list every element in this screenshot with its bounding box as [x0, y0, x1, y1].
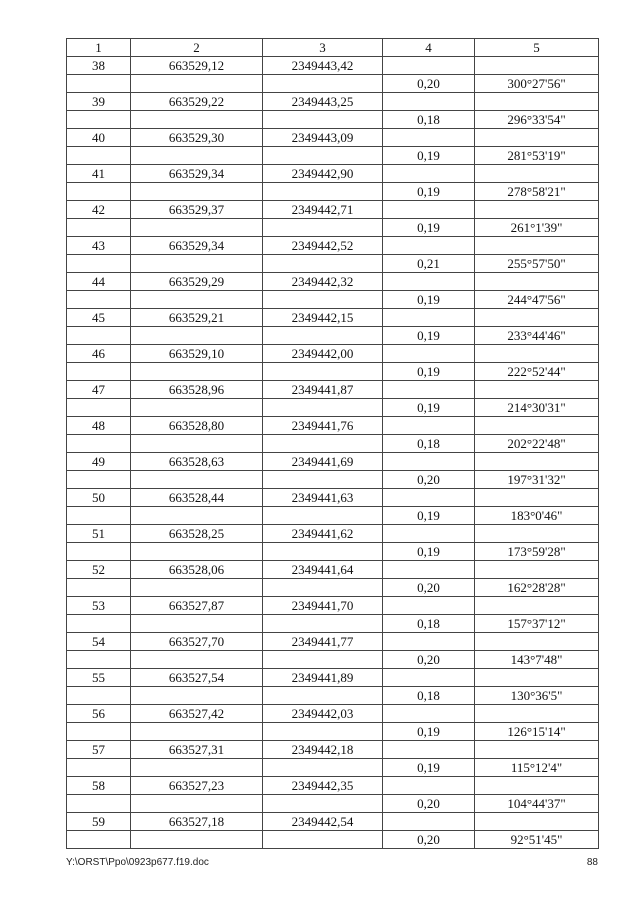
empty-cell	[263, 759, 383, 777]
table-row	[67, 399, 599, 417]
empty-cell	[263, 471, 383, 489]
table-row	[67, 543, 599, 561]
x-coordinate-cell: 663527,23	[131, 777, 263, 795]
empty-cell	[475, 237, 599, 255]
empty-cell	[383, 129, 475, 147]
empty-cell	[475, 813, 599, 831]
empty-cell	[475, 525, 599, 543]
empty-cell	[131, 759, 263, 777]
empty-cell	[383, 813, 475, 831]
table-row	[67, 687, 599, 705]
table-row	[67, 453, 599, 471]
direction-angle-cell: 278°58'21"	[475, 183, 599, 201]
empty-cell	[67, 111, 131, 129]
y-coordinate-cell: 2349441,70	[263, 597, 383, 615]
distance-cell: 0,18	[383, 435, 475, 453]
empty-cell	[475, 93, 599, 111]
y-coordinate-cell: 2349441,76	[263, 417, 383, 435]
y-coordinate-cell: 2349441,77	[263, 633, 383, 651]
point-number-cell: 41	[67, 165, 131, 183]
distance-cell: 0,20	[383, 75, 475, 93]
empty-cell	[383, 489, 475, 507]
empty-cell	[131, 147, 263, 165]
empty-cell	[67, 363, 131, 381]
y-coordinate-cell: 2349442,18	[263, 741, 383, 759]
direction-angle-cell: 244°47'56"	[475, 291, 599, 309]
table-row	[67, 273, 599, 291]
point-number-cell: 55	[67, 669, 131, 687]
y-coordinate-cell: 2349443,42	[263, 57, 383, 75]
empty-cell	[263, 147, 383, 165]
empty-cell	[67, 507, 131, 525]
empty-cell	[383, 453, 475, 471]
point-number-cell: 45	[67, 309, 131, 327]
direction-angle-cell: 162°28'28"	[475, 579, 599, 597]
empty-cell	[383, 165, 475, 183]
empty-cell	[263, 75, 383, 93]
table-row	[67, 219, 599, 237]
point-number-cell: 54	[67, 633, 131, 651]
distance-cell: 0,19	[383, 507, 475, 525]
table-row	[67, 111, 599, 129]
empty-cell	[263, 255, 383, 273]
empty-cell	[475, 741, 599, 759]
column-header-1: 1	[67, 39, 131, 57]
empty-cell	[131, 687, 263, 705]
empty-cell	[131, 363, 263, 381]
direction-angle-cell: 157°37'12"	[475, 615, 599, 633]
empty-cell	[67, 471, 131, 489]
direction-angle-cell: 173°59'28"	[475, 543, 599, 561]
y-coordinate-cell: 2349442,00	[263, 345, 383, 363]
x-coordinate-cell: 663528,25	[131, 525, 263, 543]
coordinates-table	[66, 38, 599, 849]
table-row	[67, 57, 599, 75]
distance-cell: 0,19	[383, 363, 475, 381]
empty-cell	[67, 579, 131, 597]
empty-cell	[475, 381, 599, 399]
empty-cell	[67, 399, 131, 417]
y-coordinate-cell: 2349441,62	[263, 525, 383, 543]
empty-cell	[131, 795, 263, 813]
file-path: Y:\ORST\Ppo\0923p677.f19.doc	[66, 857, 209, 868]
point-number-cell: 43	[67, 237, 131, 255]
empty-cell	[263, 687, 383, 705]
empty-cell	[67, 183, 131, 201]
empty-cell	[131, 327, 263, 345]
empty-cell	[475, 489, 599, 507]
empty-cell	[67, 831, 131, 849]
table-body	[67, 57, 599, 849]
table-row	[67, 363, 599, 381]
empty-cell	[67, 255, 131, 273]
table-row	[67, 237, 599, 255]
point-number-cell: 51	[67, 525, 131, 543]
empty-cell	[383, 525, 475, 543]
empty-cell	[263, 507, 383, 525]
empty-cell	[263, 327, 383, 345]
y-coordinate-cell: 2349442,35	[263, 777, 383, 795]
empty-cell	[263, 111, 383, 129]
table-row	[67, 795, 599, 813]
empty-cell	[475, 345, 599, 363]
empty-cell	[131, 435, 263, 453]
table-row	[67, 615, 599, 633]
direction-angle-cell: 255°57'50"	[475, 255, 599, 273]
empty-cell	[67, 327, 131, 345]
y-coordinate-cell: 2349443,25	[263, 93, 383, 111]
table-row	[67, 255, 599, 273]
table-row	[67, 759, 599, 777]
direction-angle-cell: 296°33'54"	[475, 111, 599, 129]
distance-cell: 0,21	[383, 255, 475, 273]
empty-cell	[263, 183, 383, 201]
direction-angle-cell: 143°7'48"	[475, 651, 599, 669]
point-number-cell: 59	[67, 813, 131, 831]
table-row	[67, 507, 599, 525]
empty-cell	[263, 291, 383, 309]
x-coordinate-cell: 663529,34	[131, 165, 263, 183]
distance-cell: 0,20	[383, 795, 475, 813]
table-row	[67, 777, 599, 795]
x-coordinate-cell: 663527,18	[131, 813, 263, 831]
empty-cell	[475, 705, 599, 723]
distance-cell: 0,19	[383, 543, 475, 561]
distance-cell: 0,19	[383, 147, 475, 165]
distance-cell: 0,20	[383, 831, 475, 849]
empty-cell	[383, 309, 475, 327]
empty-cell	[263, 363, 383, 381]
x-coordinate-cell: 663527,54	[131, 669, 263, 687]
distance-cell: 0,20	[383, 471, 475, 489]
point-number-cell: 48	[67, 417, 131, 435]
direction-angle-cell: 222°52'44"	[475, 363, 599, 381]
empty-cell	[383, 417, 475, 435]
x-coordinate-cell: 663529,21	[131, 309, 263, 327]
table-row	[67, 669, 599, 687]
empty-cell	[131, 75, 263, 93]
empty-cell	[263, 579, 383, 597]
y-coordinate-cell: 2349441,69	[263, 453, 383, 471]
table-row	[67, 813, 599, 831]
table-row	[67, 741, 599, 759]
column-header-3: 3	[263, 39, 383, 57]
empty-cell	[475, 633, 599, 651]
table-row	[67, 291, 599, 309]
table-row	[67, 201, 599, 219]
table-row	[67, 723, 599, 741]
empty-cell	[67, 435, 131, 453]
table-row	[67, 75, 599, 93]
table-row	[67, 489, 599, 507]
column-header-4: 4	[383, 39, 475, 57]
empty-cell	[383, 777, 475, 795]
empty-cell	[475, 165, 599, 183]
empty-cell	[263, 543, 383, 561]
empty-cell	[131, 399, 263, 417]
empty-cell	[131, 255, 263, 273]
x-coordinate-cell: 663527,70	[131, 633, 263, 651]
table-row	[67, 345, 599, 363]
table-row	[67, 471, 599, 489]
empty-cell	[67, 759, 131, 777]
x-coordinate-cell: 663527,42	[131, 705, 263, 723]
empty-cell	[67, 723, 131, 741]
distance-cell: 0,19	[383, 723, 475, 741]
empty-cell	[383, 345, 475, 363]
empty-cell	[67, 291, 131, 309]
empty-cell	[475, 309, 599, 327]
empty-cell	[131, 723, 263, 741]
column-header-5: 5	[475, 39, 599, 57]
table-row	[67, 93, 599, 111]
empty-cell	[383, 93, 475, 111]
y-coordinate-cell: 2349442,90	[263, 165, 383, 183]
empty-cell	[131, 111, 263, 129]
empty-cell	[67, 219, 131, 237]
point-number-cell: 44	[67, 273, 131, 291]
empty-cell	[131, 543, 263, 561]
x-coordinate-cell: 663529,30	[131, 129, 263, 147]
direction-angle-cell: 214°30'31"	[475, 399, 599, 417]
distance-cell: 0,18	[383, 111, 475, 129]
point-number-cell: 53	[67, 597, 131, 615]
direction-angle-cell: 202°22'48"	[475, 435, 599, 453]
x-coordinate-cell: 663528,96	[131, 381, 263, 399]
empty-cell	[383, 561, 475, 579]
direction-angle-cell: 115°12'4"	[475, 759, 599, 777]
empty-cell	[263, 723, 383, 741]
table-row	[67, 417, 599, 435]
direction-angle-cell: 197°31'32"	[475, 471, 599, 489]
distance-cell: 0,19	[383, 399, 475, 417]
empty-cell	[475, 669, 599, 687]
empty-cell	[263, 615, 383, 633]
x-coordinate-cell: 663528,44	[131, 489, 263, 507]
empty-cell	[383, 669, 475, 687]
point-number-cell: 56	[67, 705, 131, 723]
direction-angle-cell: 300°27'56"	[475, 75, 599, 93]
empty-cell	[131, 183, 263, 201]
empty-cell	[475, 777, 599, 795]
point-number-cell: 52	[67, 561, 131, 579]
table-row	[67, 381, 599, 399]
y-coordinate-cell: 2349442,54	[263, 813, 383, 831]
distance-cell: 0,20	[383, 579, 475, 597]
empty-cell	[475, 453, 599, 471]
empty-cell	[383, 741, 475, 759]
distance-cell: 0,19	[383, 291, 475, 309]
point-number-cell: 58	[67, 777, 131, 795]
point-number-cell: 39	[67, 93, 131, 111]
y-coordinate-cell: 2349443,09	[263, 129, 383, 147]
distance-cell: 0,20	[383, 651, 475, 669]
empty-cell	[131, 507, 263, 525]
distance-cell: 0,18	[383, 687, 475, 705]
direction-angle-cell: 233°44'46"	[475, 327, 599, 345]
table-row	[67, 183, 599, 201]
empty-cell	[383, 597, 475, 615]
empty-cell	[67, 795, 131, 813]
table-row	[67, 327, 599, 345]
point-number-cell: 57	[67, 741, 131, 759]
empty-cell	[131, 651, 263, 669]
empty-cell	[131, 219, 263, 237]
y-coordinate-cell: 2349441,63	[263, 489, 383, 507]
distance-cell: 0,19	[383, 327, 475, 345]
empty-cell	[475, 597, 599, 615]
column-header-2: 2	[131, 39, 263, 57]
y-coordinate-cell: 2349442,15	[263, 309, 383, 327]
empty-cell	[383, 633, 475, 651]
y-coordinate-cell: 2349442,52	[263, 237, 383, 255]
table-row	[67, 165, 599, 183]
empty-cell	[475, 57, 599, 75]
empty-cell	[475, 201, 599, 219]
table-row	[67, 525, 599, 543]
table-row	[67, 651, 599, 669]
x-coordinate-cell: 663529,34	[131, 237, 263, 255]
distance-cell: 0,18	[383, 615, 475, 633]
table-row	[67, 597, 599, 615]
table-row	[67, 579, 599, 597]
empty-cell	[383, 57, 475, 75]
table-row	[67, 147, 599, 165]
direction-angle-cell: 130°36'5"	[475, 687, 599, 705]
table-row	[67, 561, 599, 579]
x-coordinate-cell: 663528,63	[131, 453, 263, 471]
page-number: 88	[586, 857, 598, 868]
y-coordinate-cell: 2349442,03	[263, 705, 383, 723]
empty-cell	[67, 75, 131, 93]
point-number-cell: 50	[67, 489, 131, 507]
direction-angle-cell: 261°1'39"	[475, 219, 599, 237]
point-number-cell: 40	[67, 129, 131, 147]
empty-cell	[383, 201, 475, 219]
empty-cell	[383, 705, 475, 723]
y-coordinate-cell: 2349441,64	[263, 561, 383, 579]
point-number-cell: 49	[67, 453, 131, 471]
y-coordinate-cell: 2349442,71	[263, 201, 383, 219]
point-number-cell: 38	[67, 57, 131, 75]
y-coordinate-cell: 2349441,87	[263, 381, 383, 399]
point-number-cell: 47	[67, 381, 131, 399]
empty-cell	[67, 687, 131, 705]
empty-cell	[67, 147, 131, 165]
table-row	[67, 705, 599, 723]
empty-cell	[67, 615, 131, 633]
empty-cell	[383, 237, 475, 255]
empty-cell	[131, 579, 263, 597]
empty-cell	[263, 795, 383, 813]
x-coordinate-cell: 663527,31	[131, 741, 263, 759]
empty-cell	[263, 831, 383, 849]
x-coordinate-cell: 663529,10	[131, 345, 263, 363]
empty-cell	[131, 831, 263, 849]
x-coordinate-cell: 663528,80	[131, 417, 263, 435]
distance-cell: 0,19	[383, 219, 475, 237]
empty-cell	[263, 219, 383, 237]
table-row	[67, 309, 599, 327]
table-row	[67, 129, 599, 147]
empty-cell	[475, 417, 599, 435]
x-coordinate-cell: 663529,22	[131, 93, 263, 111]
x-coordinate-cell: 663529,12	[131, 57, 263, 75]
distance-cell: 0,19	[383, 759, 475, 777]
direction-angle-cell: 104°44'37"	[475, 795, 599, 813]
point-number-cell: 42	[67, 201, 131, 219]
empty-cell	[263, 651, 383, 669]
y-coordinate-cell: 2349442,32	[263, 273, 383, 291]
direction-angle-cell: 126°15'14"	[475, 723, 599, 741]
x-coordinate-cell: 663527,87	[131, 597, 263, 615]
point-number-cell: 46	[67, 345, 131, 363]
direction-angle-cell: 92°51'45"	[475, 831, 599, 849]
table-row	[67, 633, 599, 651]
x-coordinate-cell: 663529,37	[131, 201, 263, 219]
empty-cell	[475, 129, 599, 147]
empty-cell	[383, 381, 475, 399]
empty-cell	[131, 471, 263, 489]
empty-cell	[475, 561, 599, 579]
empty-cell	[475, 273, 599, 291]
empty-cell	[263, 435, 383, 453]
empty-cell	[383, 273, 475, 291]
x-coordinate-cell: 663529,29	[131, 273, 263, 291]
direction-angle-cell: 281°53'19"	[475, 147, 599, 165]
empty-cell	[67, 543, 131, 561]
distance-cell: 0,19	[383, 183, 475, 201]
empty-cell	[67, 651, 131, 669]
x-coordinate-cell: 663528,06	[131, 561, 263, 579]
empty-cell	[263, 399, 383, 417]
direction-angle-cell: 183°0'46"	[475, 507, 599, 525]
table-row	[67, 831, 599, 849]
y-coordinate-cell: 2349441,89	[263, 669, 383, 687]
table-row	[67, 435, 599, 453]
empty-cell	[131, 291, 263, 309]
table-header-row	[67, 39, 599, 57]
empty-cell	[131, 615, 263, 633]
